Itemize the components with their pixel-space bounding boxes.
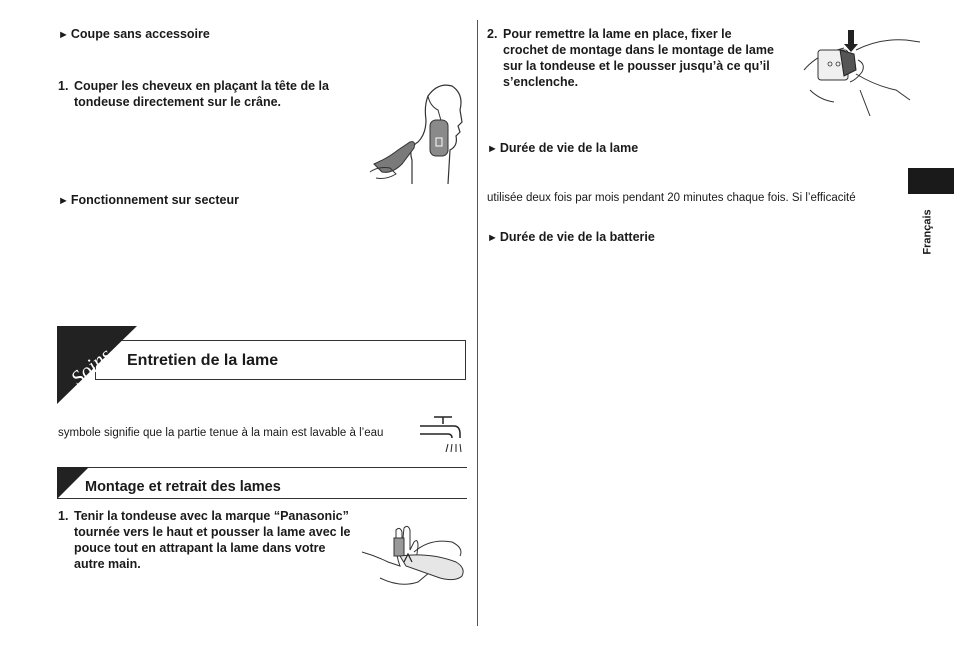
bullet-icon: ► xyxy=(487,232,498,244)
heading-duree-batterie: ► Durée de vie de la batterie xyxy=(487,230,655,244)
heading-coupe: ► Coupe sans accessoire xyxy=(58,27,210,41)
language-label: Français xyxy=(921,209,934,255)
bullet-icon: ► xyxy=(58,195,69,207)
bullet-icon: ► xyxy=(58,29,69,41)
subsection-rule-top xyxy=(57,467,467,468)
section-title: Entretien de la lame xyxy=(127,352,279,369)
duree-lame-text: utilisée deux fois par mois pendant 20 minutes chaque fois. Si l’efficacité xyxy=(487,192,856,204)
subsection-title: Montage et retrait des lames xyxy=(85,479,281,495)
head-trimming-illustration xyxy=(368,76,466,184)
bullet-icon: ► xyxy=(487,143,498,155)
blade-attach-illustration xyxy=(800,30,922,116)
washable-text: symbole signifie que la partie tenue à la main est lavable à l’eau xyxy=(58,427,384,439)
heading-secteur: ► Fonctionnement sur secteur xyxy=(58,193,239,207)
language-tab xyxy=(908,168,954,194)
subsection-rule-bottom xyxy=(57,498,467,499)
blade-removal-illustration xyxy=(360,522,468,594)
section-tab-label: Soins xyxy=(66,342,117,391)
faucet-icon xyxy=(418,414,464,454)
step-remettre: 2. Pour remettre la lame en place, fixer le crochet de montage dans le montage de lame sur la tondeuse et le pousser jusqu’à ce qu’il s’enclenche. xyxy=(487,27,774,89)
step-montage: 1. Tenir la tondeuse avec la marque “Panasonic” tournée vers le haut et pousser la lame avec le pouce tout en attrapant la lame dans votre autre main. xyxy=(58,509,351,571)
column-divider xyxy=(477,20,478,626)
heading-duree-lame: ► Durée de vie de la lame xyxy=(487,141,639,155)
step-coupe: 1. Couper les cheveux en plaçant la tête de la tondeuse directement sur le crâne. xyxy=(58,79,329,109)
